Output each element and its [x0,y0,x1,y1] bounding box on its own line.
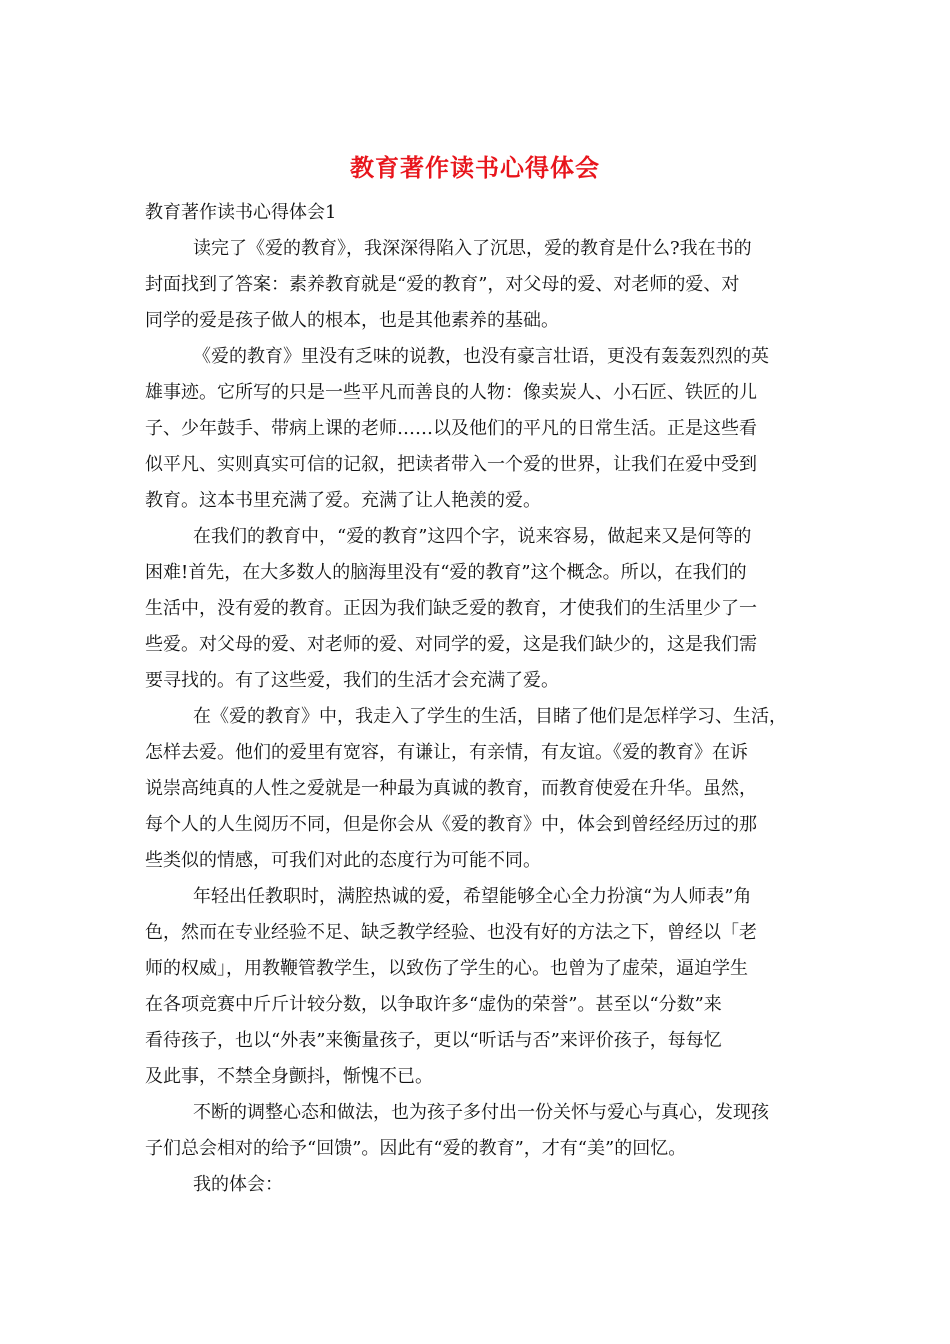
paragraph-line: 在我们的教育中，“爱的教育”这四个字，说来容易，做起来又是何等的 [193,526,752,547]
paragraph-line: 些爱。对父母的爱、对老师的爱、对同学的爱，这是我们缺少的，这是我们需 [145,634,757,655]
paragraph-line: 似平凡、实则真实可信的记叙，把读者带入一个爱的世界，让我们在爱中受到 [145,454,757,475]
paragraph-line: 要寻找的。有了这些爱，我们的生活才会充满了爱。 [145,670,559,691]
paragraph-line: 每个人的人生阅历不同，但是你会从《爱的教育》中，体会到曾经经历过的那 [145,814,757,835]
paragraph-line: 年轻出任教职时，满腔热诚的爱，希望能够全心全力扮演“为人师表”角 [193,886,752,907]
paragraph-line: 我的体会： [193,1174,283,1195]
paragraph-line: 《爱的教育》里没有乏味的说教，也没有豪言壮语，更没有轰轰烈烈的英 [193,346,769,367]
paragraph-line: 说崇高纯真的人性之爱就是一种最为真诚的教育，而教育使爱在升华。虽然， [145,778,757,799]
paragraph-line: 在《爱的教育》中，我走入了学生的生活，目睹了他们是怎样学习、生活， [193,706,787,727]
paragraph-line: 生活中，没有爱的教育。正因为我们缺乏爱的教育，才使我们的生活里少了一 [145,598,757,619]
paragraph-line: 看待孩子，也以“外表”来衡量孩子，更以“听话与否”来评价孩子，每每忆 [145,1030,722,1051]
paragraph-line: 师的权威」，用教鞭管教学生，以致伤了学生的心。也曾为了虚荣，逼迫学生 [145,958,748,979]
paragraph-line: 不断的调整心态和做法，也为孩子多付出一份关怀与爱心与真心，发现孩 [193,1102,769,1123]
paragraph-line: 子们总会相对的给予“回馈”。因此有“爱的教育”，才有“美”的回忆。 [145,1138,687,1159]
paragraph-line: 雄事迹。它所写的只是一些平凡而善良的人物：像卖炭人、小石匠、铁匠的儿 [145,382,757,403]
paragraph-line: 封面找到了答案：素养教育就是“爱的教育”，对父母的爱、对老师的爱、对 [145,274,740,295]
paragraph-line: 色，然而在专业经验不足、缺乏教学经验、也没有好的方法之下，曾经以「老 [145,922,757,943]
document-title: 教育著作读书心得体会 [350,153,600,182]
paragraph-line: 在各项竞赛中斤斤计较分数，以争取许多“虚伪的荣誉”。甚至以“分数”来 [145,994,722,1015]
paragraph-line: 困难!首先，在大多数人的脑海里没有“爱的教育”这个概念。所以，在我们的 [145,562,747,583]
paragraph-line: 教育。这本书里充满了爱。充满了让人艳羡的爱。 [145,490,541,511]
paragraph-line: 子、少年鼓手、带病上课的老师……以及他们的平凡的日常生活。正是这些看 [145,418,757,439]
paragraph-line: 同学的爱是孩子做人的根本，也是其他素养的基础。 [145,310,559,331]
paragraph-line: 读完了《爱的教育》，我深深得陷入了沉思，爱的教育是什么?我在书的 [193,238,752,259]
paragraph-line: 及此事，不禁全身颤抖，惭愧不已。 [145,1066,433,1087]
paragraph-line: 怎样去爱。他们的爱里有宽容，有谦让，有亲情，有友谊。《爱的教育》在诉 [145,742,748,763]
paragraph-line: 些类似的情感，可我们对此的态度行为可能不同。 [145,850,541,871]
document-subtitle: 教育著作读书心得体会1 [145,202,337,223]
